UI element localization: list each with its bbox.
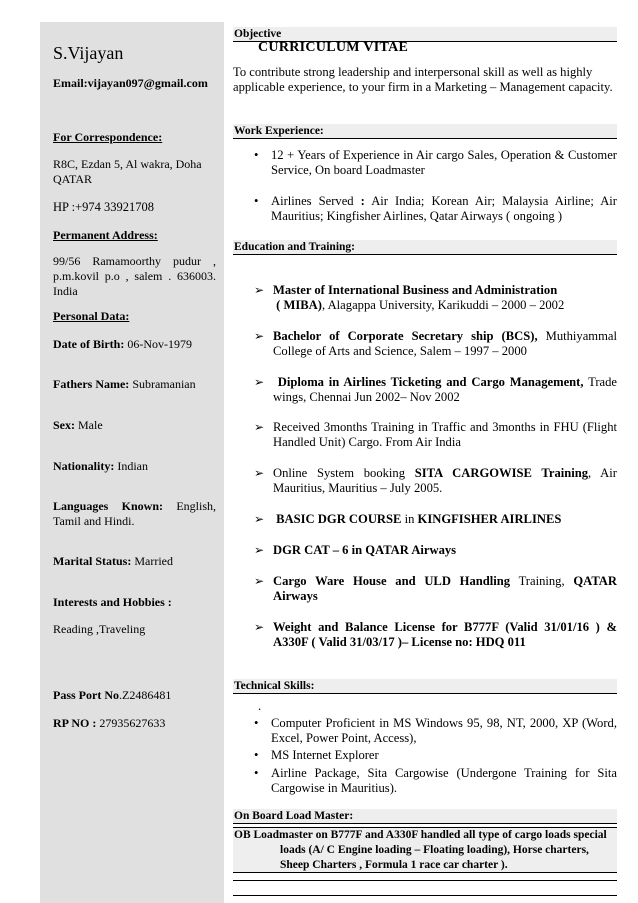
nationality-label: Nationality: <box>53 459 115 473</box>
tech-item-text: MS Internet Explorer <box>271 748 379 762</box>
uld-title: Cargo Ware House and ULD Handling <box>273 574 511 588</box>
arrow-icon: ➢ <box>254 512 265 526</box>
marital-status <box>53 554 216 569</box>
candidate-name: S.Vijayan <box>53 43 124 63</box>
passport-label: Pass Port No <box>53 688 119 702</box>
permanent-address: 99/56 Ramamoorthy pudur , p.m.kovil p.o , salem . 636003. India <box>53 254 216 298</box>
marital-label: Marital Status: <box>53 554 132 568</box>
education-heading: Education and Training: <box>233 240 617 255</box>
education-item-uld <box>254 574 617 604</box>
nationality <box>53 459 216 474</box>
tech-dot: . <box>258 699 262 713</box>
correspondence-address: R8C, Ezdan 5, Al wakra, Doha QATAR <box>53 157 202 186</box>
interests-value: Reading ,Traveling <box>53 622 146 636</box>
sita-prefix: Online System booking <box>273 466 406 480</box>
date-of-birth <box>53 337 216 352</box>
arrow-icon: ➢ <box>254 620 265 634</box>
onboard-loadmaster-heading: On Board Load Master: <box>233 809 617 824</box>
education-item-miba <box>254 283 617 313</box>
onboard-loadmaster-box <box>233 827 617 873</box>
sex-value: Male <box>78 418 103 432</box>
onboard-line-2: loads (A/ C Engine loading – Floating loading), Horse charters, <box>280 844 589 856</box>
dgr-title: BASIC DGR COURSE <box>276 512 402 526</box>
education-item-diploma <box>254 375 617 405</box>
tech-item <box>254 766 617 796</box>
airlines-colon: : <box>360 194 365 208</box>
bullet-icon: • <box>254 766 259 780</box>
arrow-icon: ➢ <box>254 574 265 588</box>
education-item-bcs <box>254 329 617 359</box>
bcs-details: Muthiyammal College of Arts and Science, Salem – 1997 – 2000 <box>273 329 617 358</box>
work-experience-heading: Work Experience: <box>233 124 617 139</box>
sita-details: , Air Mauritius, Mauritius – July 2005. <box>273 466 617 495</box>
education-item-fhu <box>254 420 617 450</box>
sita-title: SITA CARGOWISE Training <box>414 466 589 480</box>
arrow-icon: ➢ <box>254 283 265 297</box>
father-label: Fathers Name: <box>53 377 130 391</box>
arrow-icon: ➢ <box>254 375 265 389</box>
languages-known <box>53 499 216 529</box>
bottom-rule-1 <box>233 880 617 881</box>
languages-value: English, Tamil and Hindi. <box>53 499 216 528</box>
bullet-icon: • <box>254 148 259 162</box>
sex-label: Sex: <box>53 418 75 432</box>
dob-label: Date of Birth: <box>53 337 125 351</box>
airlines-label: Airlines Served <box>271 194 354 208</box>
dgr-airline: KINGFISHER AIRLINES <box>417 512 562 526</box>
airlines-value: Air India; Korean Air; Malaysia Airline; Air Mauritius; Kingfisher Airlines, Qatar Airways ( ongoing ) <box>271 194 617 223</box>
tech-item-text: Computer Proficient in MS Windows 95, 98, NT, 2000, XP (Word, Excel, Power Point, Access), <box>271 716 617 745</box>
interests-heading: Interests and Hobbies : <box>53 595 172 609</box>
languages-label: Languages Known: <box>53 499 164 513</box>
arrow-icon: ➢ <box>254 420 265 434</box>
passport-value: .Z2486481 <box>119 688 172 702</box>
tech-item-text: Airline Package, Sita Cargowise (Undergone Training for Sita Cargowise in Mauritius). <box>271 766 617 795</box>
diploma-title: Diploma in Airlines Ticketing and Cargo Management, <box>277 375 584 389</box>
arrow-icon: ➢ <box>254 543 265 557</box>
education-item-sita <box>254 466 617 496</box>
miba-title: Master of International Business and Administration <box>273 283 558 297</box>
education-item-dgr-cat <box>254 543 617 558</box>
education-item-weight-balance <box>254 620 617 650</box>
uld-airline: QATAR Airways <box>273 574 617 603</box>
tech-item <box>254 716 617 746</box>
onboard-line-1: OB Loadmaster on B777F and A330F handled all type of cargo loads special <box>234 829 607 841</box>
miba-details: , Alagappa University, Karikuddi – 2000 – 2002 <box>321 298 565 312</box>
onboard-line-3: Sheep Charters , Formula 1 race car charter ). <box>280 859 508 871</box>
diploma-details: Trade wings, Chennai Jun 2002– Nov 2002 <box>273 375 618 404</box>
miba-abbrev: ( MIBA) <box>276 298 322 312</box>
bullet-icon: • <box>254 748 259 762</box>
fathers-name <box>53 377 216 392</box>
work-item <box>254 148 617 178</box>
cv-title: CURRICULUM VITAE <box>258 40 409 55</box>
uld-training: Training, <box>518 574 565 588</box>
tech-item <box>254 748 617 763</box>
sex <box>53 418 216 433</box>
personal-data-heading: Personal Data: <box>53 309 130 323</box>
arrow-icon: ➢ <box>254 329 265 343</box>
bcs-title: Bachelor of Corporate Secretary ship (BCS), <box>273 329 538 343</box>
objective-heading: Objective <box>233 27 617 42</box>
correspondence-heading: For Correspondence: <box>53 130 163 144</box>
arrow-icon: ➢ <box>254 466 265 480</box>
rp-label: RP NO : <box>53 716 97 730</box>
passport-number <box>53 688 216 703</box>
work-item-text: 12 + Years of Experience in Air cargo Sales, Operation & Customer Service, On board Loadmaster <box>271 148 617 177</box>
bottom-rule-2 <box>233 895 617 896</box>
rp-number <box>53 716 216 731</box>
dob-value: 06-Nov-1979 <box>127 337 192 351</box>
nationality-value: Indian <box>117 459 148 473</box>
fhu-text: Received 3months Training in Traffic and 3months in FHU (Flight Handled Unit) Cargo. From Air India <box>273 420 617 449</box>
rp-value: 27935627633 <box>99 716 166 730</box>
phone: HP :+974 33921708 <box>53 200 155 214</box>
dgr-cat-title: DGR CAT – 6 in QATAR Airways <box>273 543 457 557</box>
work-item-airlines <box>254 194 617 224</box>
weight-balance-title: Weight and Balance License for B777F (Valid 31/01/16 ) & A330F ( Valid 31/03/17 )– License no: HDQ 011 <box>273 620 617 649</box>
technical-skills-heading: Technical Skills: <box>233 679 617 694</box>
education-item-dgr <box>254 512 617 527</box>
father-value: Subramanian <box>132 377 196 391</box>
objective-text: To contribute strong leadership and interpersonal skill as well as highly applicable experience, to your firm in a Marketing – Management capacity. <box>233 65 613 94</box>
bullet-icon: • <box>254 194 259 208</box>
marital-value: Married <box>134 554 173 568</box>
bullet-icon: • <box>254 716 259 730</box>
email[interactable]: Email:vijayan097@gmail.com <box>53 76 208 90</box>
permanent-address-heading: Permanent Address: <box>53 228 158 242</box>
dgr-in: in <box>404 512 415 526</box>
